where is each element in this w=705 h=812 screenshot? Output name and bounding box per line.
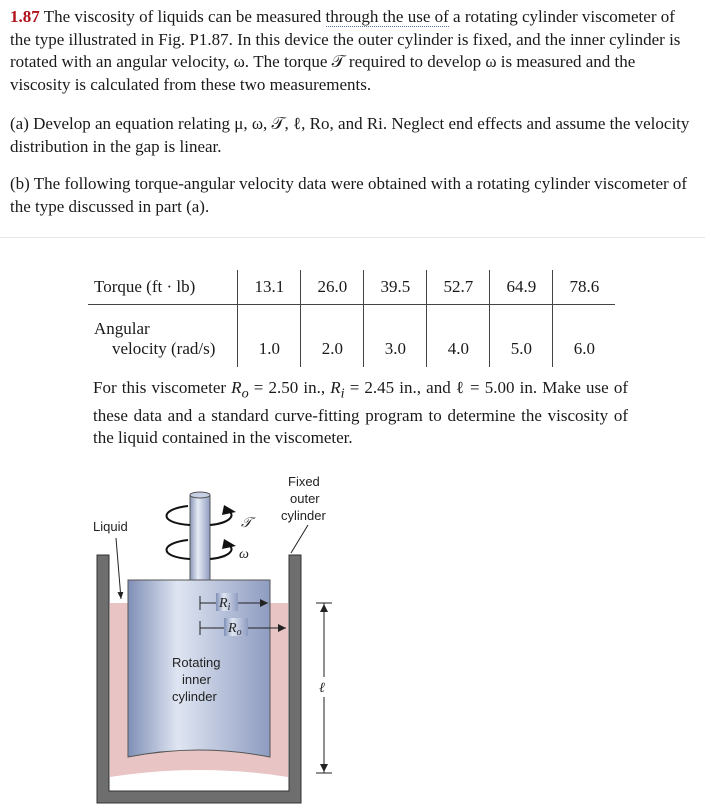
given-text-3: = 2.45 in., and ℓ = 5.00 in. Make use of these data and a standard curve-fitting program to determine the viscosity of the liquid contained in the viscometer.	[93, 378, 628, 448]
liquid-label: Liquid	[93, 519, 128, 534]
velocity-value: 5.0	[490, 305, 553, 368]
length-label: ℓ	[319, 681, 325, 696]
omega-symbol: ω	[239, 547, 249, 562]
omega-arrowhead	[222, 539, 236, 549]
rotating-label-1: Rotating	[172, 655, 221, 670]
shaft-top	[190, 492, 210, 498]
ro-label: $R_o$	[228, 621, 242, 638]
torque-arrowhead	[222, 505, 236, 515]
velocity-value: 6.0	[553, 305, 616, 368]
fixed-leader-line	[291, 525, 308, 553]
torque-value: 52.7	[427, 270, 490, 305]
torque-value: 78.6	[553, 270, 616, 305]
given-text-1: For this viscometer	[93, 378, 232, 397]
intro-dotted-text: through the use of	[325, 7, 449, 26]
viscometer-figure	[0, 465, 705, 812]
ri-symbol: R	[330, 378, 341, 397]
table-row-torque	[88, 270, 615, 305]
ro-symbol: R	[231, 378, 242, 397]
angular-velocity-label	[88, 305, 238, 368]
ri-label: $R_i$	[219, 596, 231, 613]
torque-value: 13.1	[238, 270, 301, 305]
rotating-label-3: cylinder	[172, 689, 217, 704]
velocity-value: 3.0	[364, 305, 427, 368]
torque-value: 64.9	[490, 270, 553, 305]
torque-value: 39.5	[364, 270, 427, 305]
shaft	[190, 495, 210, 580]
length-arrowhead-bottom	[320, 764, 328, 772]
ro-subscript: o	[241, 385, 249, 402]
torque-symbol: 𝒯	[241, 516, 252, 531]
problem-intro	[10, 6, 695, 96]
given-text-2: = 2.50 in.,	[248, 378, 331, 397]
part-a: (a) Develop an equation relating μ, ω, 𝒯, ℓ, Ro, and Ri. Neglect end effects and assume the velocity distribution in the gap is linear.	[10, 114, 690, 156]
liquid-leader-line	[116, 538, 121, 599]
torque-value: 26.0	[301, 270, 364, 305]
rotating-label-2: inner	[182, 672, 211, 687]
ri-subscript: i	[340, 385, 345, 402]
angular-label-line2: velocity (rad/s)	[112, 339, 216, 358]
velocity-value: 1.0	[238, 305, 301, 368]
given-values-paragraph	[93, 377, 628, 450]
problem-number: 1.87	[10, 7, 40, 26]
fixed-label-1: Fixed	[288, 474, 320, 489]
velocity-value: 4.0	[427, 305, 490, 368]
part-b: (b) The following torque-angular velocity data were obtained with a rotating cylinder viscometer of the type discussed in part (a).	[10, 174, 688, 216]
intro-text-2: a rotating cylinder viscometer of the type illustrated in Fig. P1.87. In this device the outer cylinder is fixed, and the inner cylinder is rotated with an angular velocity, ω. The torque 𝒯 required to develop ω is measured and the viscosity is calculated from these two measurements.	[10, 7, 681, 94]
angular-label-line1: Angular	[94, 319, 150, 338]
fixed-label-3: cylinder	[281, 508, 326, 523]
length-arrowhead-top	[320, 604, 328, 612]
intro-text-1: The viscosity of liquids can be measured	[39, 7, 326, 26]
fixed-label-2: outer	[290, 491, 320, 506]
data-table	[88, 270, 615, 367]
torque-label: Torque (ft · lb)	[88, 270, 238, 305]
divider	[0, 237, 705, 238]
table-row-angular-velocity	[88, 305, 615, 368]
velocity-value: 2.0	[301, 305, 364, 368]
